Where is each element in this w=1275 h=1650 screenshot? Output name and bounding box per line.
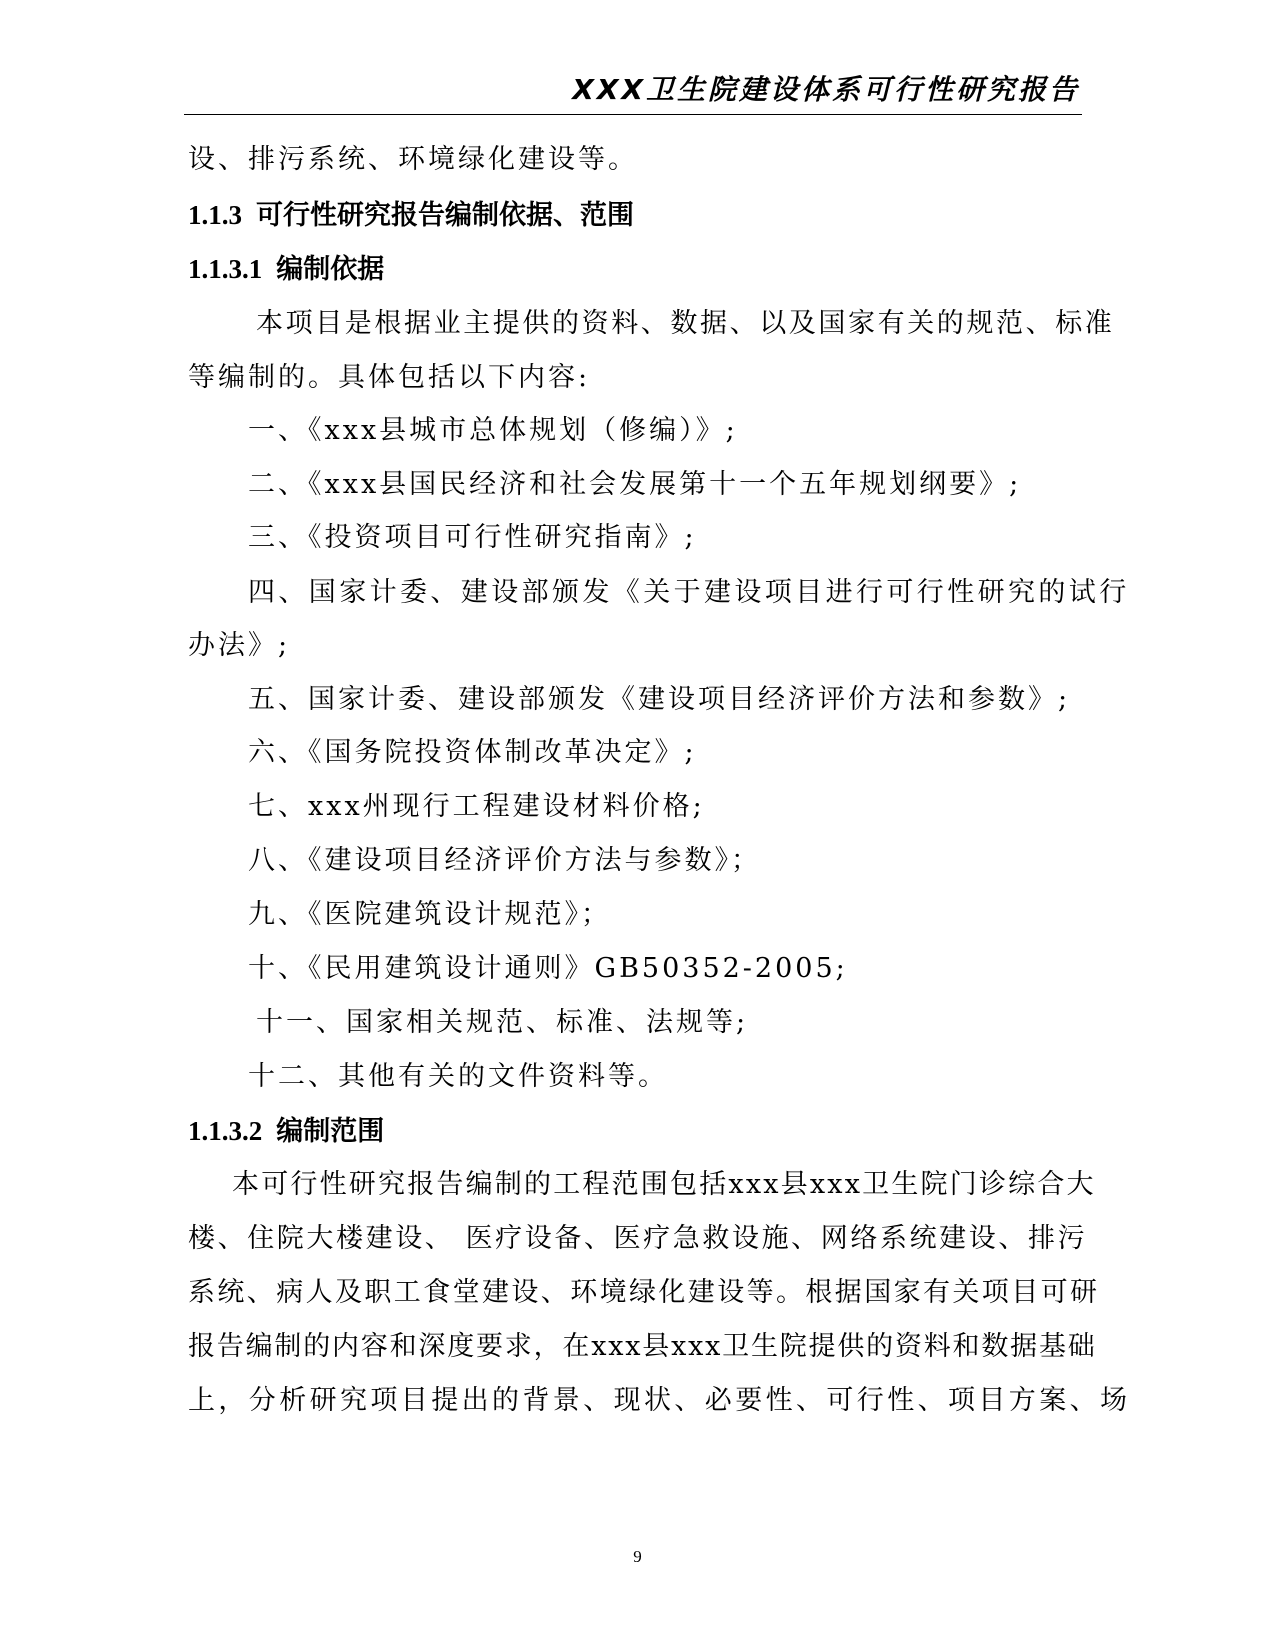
list-item: 十一、国家相关规范、标准、法规等; <box>256 1007 749 1038</box>
section-title: 编制依据 <box>276 254 385 285</box>
paragraph-line: 楼、住院大楼建设、 医疗设备、医疗急救设施、网络系统建设、排污 <box>188 1223 1088 1254</box>
section-heading-1-1-3-2 <box>188 1114 384 1149</box>
list-item: 二、《xxx县国民经济和社会发展第十一个五年规划纲要》; <box>248 469 1022 500</box>
section-number: 1.1.3.1 <box>188 254 263 284</box>
list-item: 一、《xxx县城市总体规划（修编）》; <box>248 415 738 446</box>
section-number: 1.1.3.2 <box>188 1116 263 1146</box>
section-title: 可行性研究报告编制依据、范围 <box>256 200 634 231</box>
section-heading-1-1-3-1 <box>188 252 384 287</box>
paragraph-line: 上，分析研究项目提出的背景、现状、必要性、可行性、项目方案、场 <box>188 1385 1131 1416</box>
header-divider <box>184 114 1082 115</box>
paragraph-line: 本可行性研究报告编制的工程范围包括xxx县xxx卫生院门诊综合大 <box>232 1169 1096 1200</box>
section-number: 1.1.3 <box>188 200 242 230</box>
list-item: 五、国家计委、建设部颁发《建设项目经济评价方法和参数》; <box>248 684 1071 715</box>
paragraph-line: 系统、病人及职工食堂建设、环境绿化建设等。根据国家有关项目可研 <box>188 1277 1100 1308</box>
body-line: 设、排污系统、环境绿化建设等。 <box>188 144 638 175</box>
paragraph-line: 报告编制的内容和深度要求，在xxx县xxx卫生院提供的资料和数据基础 <box>188 1331 1097 1362</box>
list-item: 七、xxx州现行工程建设材料价格; <box>248 791 705 822</box>
paragraph-line: 等编制的。具体包括以下内容: <box>188 362 591 393</box>
section-title: 编制范围 <box>276 1116 385 1147</box>
list-item: 十、《民用建筑设计通则》GB50352-2005; <box>248 953 848 984</box>
list-item: 八、《建设项目经济评价方法与参数》； <box>248 845 761 876</box>
list-item: 六、《国务院投资体制改革决定》; <box>248 737 697 768</box>
page-number: 9 <box>633 1547 642 1566</box>
list-item: 办法》; <box>188 630 291 661</box>
list-item: 九、《医院建筑设计规范》； <box>248 899 611 930</box>
paragraph-line: 本项目是根据业主提供的资料、数据、以及国家有关的规范、标准 <box>256 308 1115 339</box>
header-title: XXX卫生院建设体系可行性研究报告 <box>572 73 1080 106</box>
list-item: 四、国家计委、建设部颁发《关于建设项目进行可行性研究的试行 <box>248 577 1130 608</box>
section-heading-1-1-3 <box>188 198 634 233</box>
list-item: 三、《投资项目可行性研究指南》; <box>248 522 697 553</box>
list-item: 十二、其他有关的文件资料等。 <box>248 1061 668 1092</box>
